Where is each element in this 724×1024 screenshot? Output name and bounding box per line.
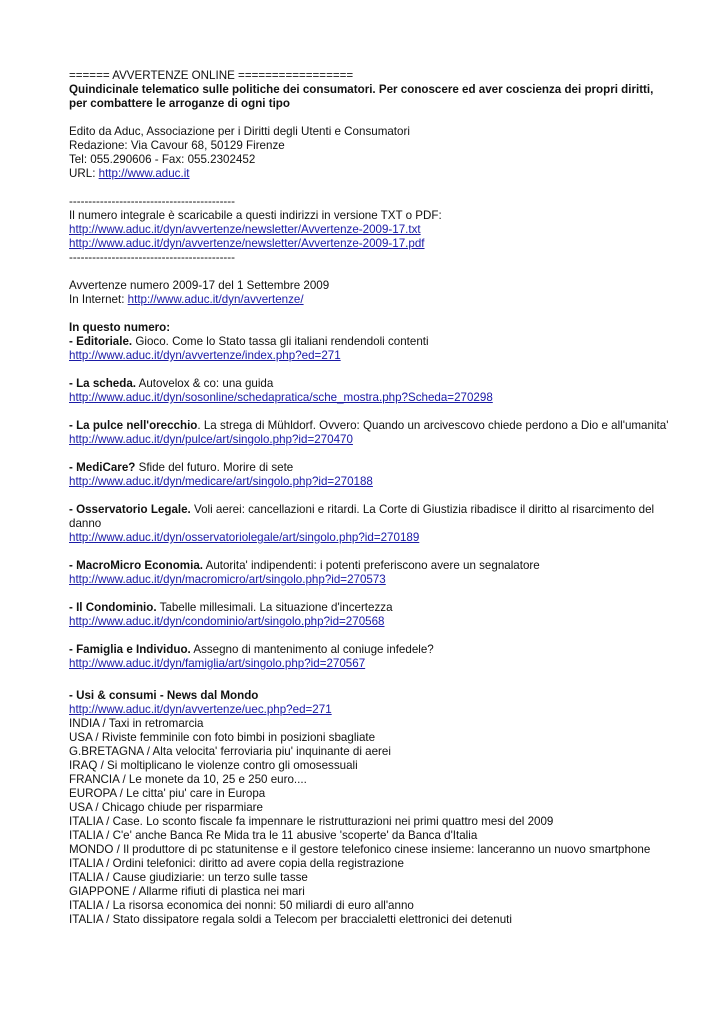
contents-item-link[interactable]: http://www.aduc.it/dyn/avvertenze/index.php?ed=271 <box>69 349 341 362</box>
contents-item-link[interactable]: http://www.aduc.it/dyn/osservatoriolegale/art/singolo.php?id=270189 <box>69 531 420 544</box>
phone-line: Tel: 055.290606 - Fax: 055.2302452 <box>69 153 256 166</box>
download-intro: Il numero integrale è scaricabile a questi indirizzi in versione TXT o PDF: <box>69 209 442 222</box>
news-item: ITALIA / La risorsa economica dei nonni: 50 miliardi di euro all'anno <box>69 899 414 912</box>
news-item: ITALIA / Ordini telefonici: diritto ad avere copia della registrazione <box>69 857 404 870</box>
contents-item-desc: Autovelox & co: una guida <box>136 377 274 390</box>
banner-line: ====== AVVERTENZE ONLINE ================= <box>69 69 354 82</box>
separator-bottom: ------------------------------------------- <box>69 251 236 264</box>
contents-item-title: - Osservatorio Legale. <box>69 503 191 516</box>
news-heading: - Usi & consumi - News dal Mondo <box>69 689 259 702</box>
contents-item-link[interactable]: http://www.aduc.it/dyn/condominio/art/singolo.php?id=270568 <box>69 615 385 628</box>
contents-item-desc: Gioco. Come lo Stato tassa gli italiani rendendoli contenti <box>132 335 429 348</box>
pdf-download-link[interactable]: http://www.aduc.it/dyn/avvertenze/newsletter/Avvertenze-2009-17.pdf <box>69 237 425 250</box>
news-item: ITALIA / Stato dissipatore regala soldi a Telecom per braccialetti elettronici dei detenuti <box>69 913 512 926</box>
news-link[interactable]: http://www.aduc.it/dyn/avvertenze/uec.php?ed=271 <box>69 703 332 716</box>
internet-line <box>69 293 669 307</box>
contents-item-desc: Voli aerei: cancellazioni e ritardi. La Corte di Giustizia ribadisce il diritto al risarcimento del danno <box>69 503 655 530</box>
url-line <box>69 167 669 181</box>
contents-item-macromicro <box>69 559 669 587</box>
contents-item-text <box>69 335 669 349</box>
contents-item-text <box>69 643 669 657</box>
contents-item-title: - Il Condominio. <box>69 601 157 614</box>
contents-item-condominio <box>69 601 669 629</box>
contents-item-text <box>69 601 669 615</box>
contents-item-title: - Famiglia e Individuo. <box>69 643 191 656</box>
separator-top: ------------------------------------------- <box>69 195 236 208</box>
tagline: Quindicinale telematico sulle politiche dei consumatori. Per conoscere ed aver coscienza dei propri diritti, per combattere le arroganze di ogni tipo <box>69 83 654 110</box>
contents-item-link[interactable]: http://www.aduc.it/dyn/famiglia/art/singolo.php?id=270567 <box>69 657 366 670</box>
contents-item-title: - MediCare? <box>69 461 136 474</box>
news-item: IRAQ / Si moltiplicano le violenze contro gli omosessuali <box>69 759 358 772</box>
contents-item-desc: Autorita' indipendenti: i potenti preferiscono avere un segnalatore <box>203 559 540 572</box>
news-item: FRANCIA / Le monete da 10, 25 e 250 euro.... <box>69 773 307 786</box>
contents-heading: In questo numero: <box>69 321 171 334</box>
internet-label: In Internet: <box>69 293 128 306</box>
contents-item-desc: . La strega di Mühldorf. Ovvero: Quando un arcivescovo chiede perdono a Dio e all'umanita' <box>197 419 669 432</box>
contents-item-title: - Editoriale. <box>69 335 133 348</box>
news-item: USA / Riviste femminile con foto bimbi in posizioni sbagliate <box>69 731 376 744</box>
news-item: EUROPA / Le citta' piu' care in Europa <box>69 787 266 800</box>
news-item: USA / Chicago chiude per risparmiare <box>69 801 263 814</box>
contents-item-text <box>69 377 669 391</box>
news-item: G.BRETAGNA / Alta velocita' ferroviaria piu' inquinante di aerei <box>69 745 391 758</box>
avvertenze-link[interactable]: http://www.aduc.it/dyn/avvertenze/ <box>127 293 304 306</box>
news-item: ITALIA / Cause giudiziarie: un terzo sulle tasse <box>69 871 308 884</box>
issue-number: Avvertenze numero 2009-17 del 1 Settembre 2009 <box>69 279 330 292</box>
news-item: MONDO / Il produttore di pc statunitense e il gestore telefonico cinese insieme: lanceranno un nuovo smartphone <box>69 843 651 856</box>
contents-item-famiglia <box>69 643 669 671</box>
contents-item-desc: Sfide del futuro. Morire di sete <box>135 461 294 474</box>
contents-item-link[interactable]: http://www.aduc.it/dyn/sosonline/schedapratica/sche_mostra.php?Scheda=270298 <box>69 391 493 404</box>
contents-item-desc: Tabelle millesimali. La situazione d'incertezza <box>156 601 393 614</box>
news-item: INDIA / Taxi in retromarcia <box>69 717 204 730</box>
contents-item-scheda <box>69 377 669 405</box>
news-item: GIAPPONE / Allarme rifiuti di plastica nei mari <box>69 885 305 898</box>
txt-download-link[interactable]: http://www.aduc.it/dyn/avvertenze/newsletter/Avvertenze-2009-17.txt <box>69 223 421 236</box>
url-label: URL: <box>69 167 99 180</box>
address-line: Redazione: Via Cavour 68, 50129 Firenze <box>69 139 285 152</box>
contents-item-osservatorio <box>69 503 669 545</box>
contents-item-desc: Assegno di mantenimento al coniuge infedele? <box>190 643 434 656</box>
news-item: ITALIA / C'e' anche Banca Re Mida tra le 11 abusive 'scoperte' da Banca d'Italia <box>69 829 478 842</box>
news-item: ITALIA / Case. Lo sconto fiscale fa impennare le ristrutturazioni nei primi quattro mesi del 2009 <box>69 815 554 828</box>
publisher-line: Edito da Aduc, Associazione per i Diritti degli Utenti e Consumatori <box>69 125 410 138</box>
contents-item-text <box>69 461 669 475</box>
contents-item-text <box>69 419 669 433</box>
contents-item-medicare <box>69 461 669 489</box>
contents-item-link[interactable]: http://www.aduc.it/dyn/medicare/art/singolo.php?id=270188 <box>69 475 373 488</box>
contents-item-pulce <box>69 419 669 447</box>
contents-item-text <box>69 503 669 531</box>
contents-item-title: - La scheda. <box>69 377 137 390</box>
contents-item-editoriale <box>69 335 669 363</box>
newsletter-page <box>69 69 669 927</box>
contents-item-title: - La pulce nell'orecchio <box>69 419 198 432</box>
contents-item-title: - MacroMicro Economia. <box>69 559 203 572</box>
contents-item-link[interactable]: http://www.aduc.it/dyn/macromicro/art/singolo.php?id=270573 <box>69 573 386 586</box>
aduc-home-link[interactable]: http://www.aduc.it <box>98 167 190 180</box>
contents-item-text <box>69 559 669 573</box>
contents-item-link[interactable]: http://www.aduc.it/dyn/pulce/art/singolo.php?id=270470 <box>69 433 353 446</box>
